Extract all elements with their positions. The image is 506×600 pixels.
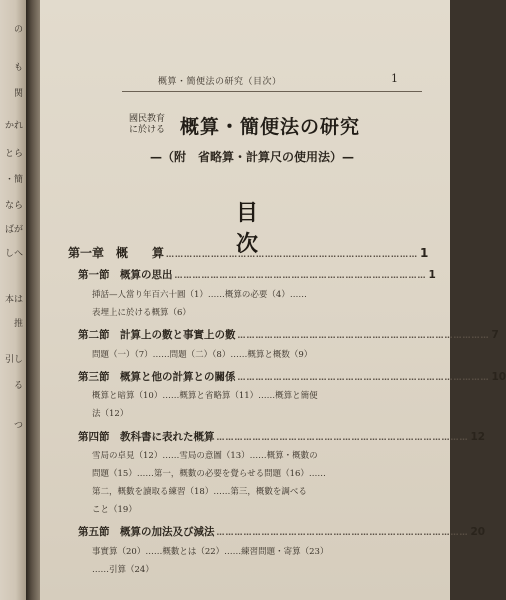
toc-page-number: 20 xyxy=(470,526,486,538)
margin-text: 推 xyxy=(13,319,23,329)
toc-page-number: 1 xyxy=(428,269,436,281)
toc-section-label: 第五節 概算の加法及び減法 xyxy=(78,526,215,538)
title-prefix-line: に於ける xyxy=(128,125,165,135)
toc-page-number: 12 xyxy=(470,431,486,443)
toc-subentry: 雪局の卓見（12）……雪局の意圖（13）……概算・概數の xyxy=(92,451,318,461)
toc-section-1 xyxy=(78,267,436,282)
margin-text: ばが xyxy=(4,225,23,235)
toc-subentry: 第二，概數を讀取る練習（18）……第三，概數を調べる xyxy=(92,487,307,497)
margin-text: 関 xyxy=(13,89,23,99)
margin-text: しへ xyxy=(4,249,23,259)
leader-dots: ………………………………………………………………………… xyxy=(166,250,419,259)
toc-section-label: 第一節 概算の思出 xyxy=(78,269,173,281)
margin-text: も xyxy=(13,63,23,73)
toc-subentry: 事實算（20）……概數とは（22）……練習問題・寄算（23） xyxy=(92,547,329,557)
toc-subentry: ……引算（24） xyxy=(92,565,154,575)
toc-page-number: 10 xyxy=(491,371,506,383)
toc-page-number: 1 xyxy=(420,246,429,260)
margin-text: かれ xyxy=(4,121,23,131)
leader-dots: ………………………………………………………………………… xyxy=(216,433,469,442)
toc-section-3 xyxy=(78,369,506,384)
margin-text: る xyxy=(13,381,23,391)
left-facing-page xyxy=(0,0,26,600)
toc-heading: 目 次 xyxy=(235,201,317,257)
margin-text: とら xyxy=(4,149,23,159)
leader-dots: ………………………………………………………………………… xyxy=(216,528,469,537)
toc-subentry: 問題（一）（7）……問題（二）（8）……概算と概数（9） xyxy=(92,350,313,360)
toc-subentry: 表埋上に於ける概算（6） xyxy=(92,308,191,318)
toc-subentry: 問題（15）……第一，概數の必要を覺らせる問題（16）…… xyxy=(92,469,326,479)
margin-text: 引し xyxy=(4,355,23,365)
toc-subentry: 概算と暗算（10）……概算と省略算（11）……概算と簡便 xyxy=(92,391,318,401)
toc-subentry: 法（12） xyxy=(92,409,129,419)
page-number: 1 xyxy=(391,72,398,85)
book-subtitle: —（附 省略算・計算尺の使用法）— xyxy=(150,150,355,164)
margin-text: の xyxy=(13,25,23,35)
table-of-contents xyxy=(40,0,506,600)
toc-page-number: 7 xyxy=(491,329,499,341)
toc-section-label: 第四節 教科書に表れた概算 xyxy=(78,431,215,443)
toc-chapter-label: 第一章 概 算 xyxy=(68,246,165,260)
toc-section-5 xyxy=(78,524,486,539)
leader-dots: ………………………………………………………………………… xyxy=(174,271,427,280)
toc-section-4 xyxy=(78,429,486,444)
toc-subentry: こと（19） xyxy=(92,505,137,515)
title-prefix-line: 國民教育 xyxy=(128,114,165,124)
leader-dots: ………………………………………………………………………… xyxy=(237,373,490,382)
leader-dots: ………………………………………………………………………… xyxy=(237,331,490,340)
book-page xyxy=(40,0,506,600)
book-gutter xyxy=(26,0,40,600)
toc-section-2 xyxy=(78,327,499,342)
toc-chapter-1 xyxy=(68,244,429,261)
running-head: 概算・簡便法の研究（目次） xyxy=(158,77,282,87)
toc-section-label: 第二節 計算上の數と事實上の數 xyxy=(78,329,236,341)
margin-text: 本は xyxy=(4,295,23,305)
toc-section-label: 第三節 概算と他の計算との關係 xyxy=(78,371,236,383)
margin-text: ・簡 xyxy=(4,175,23,185)
book-title: 概算・簡便法の研究 xyxy=(180,116,361,138)
margin-text: なら xyxy=(4,201,23,211)
toc-subentry: 挿話—人當り年百六十圓（1）……概算の必要（4）…… xyxy=(92,290,307,300)
margin-text: つ xyxy=(13,421,23,431)
